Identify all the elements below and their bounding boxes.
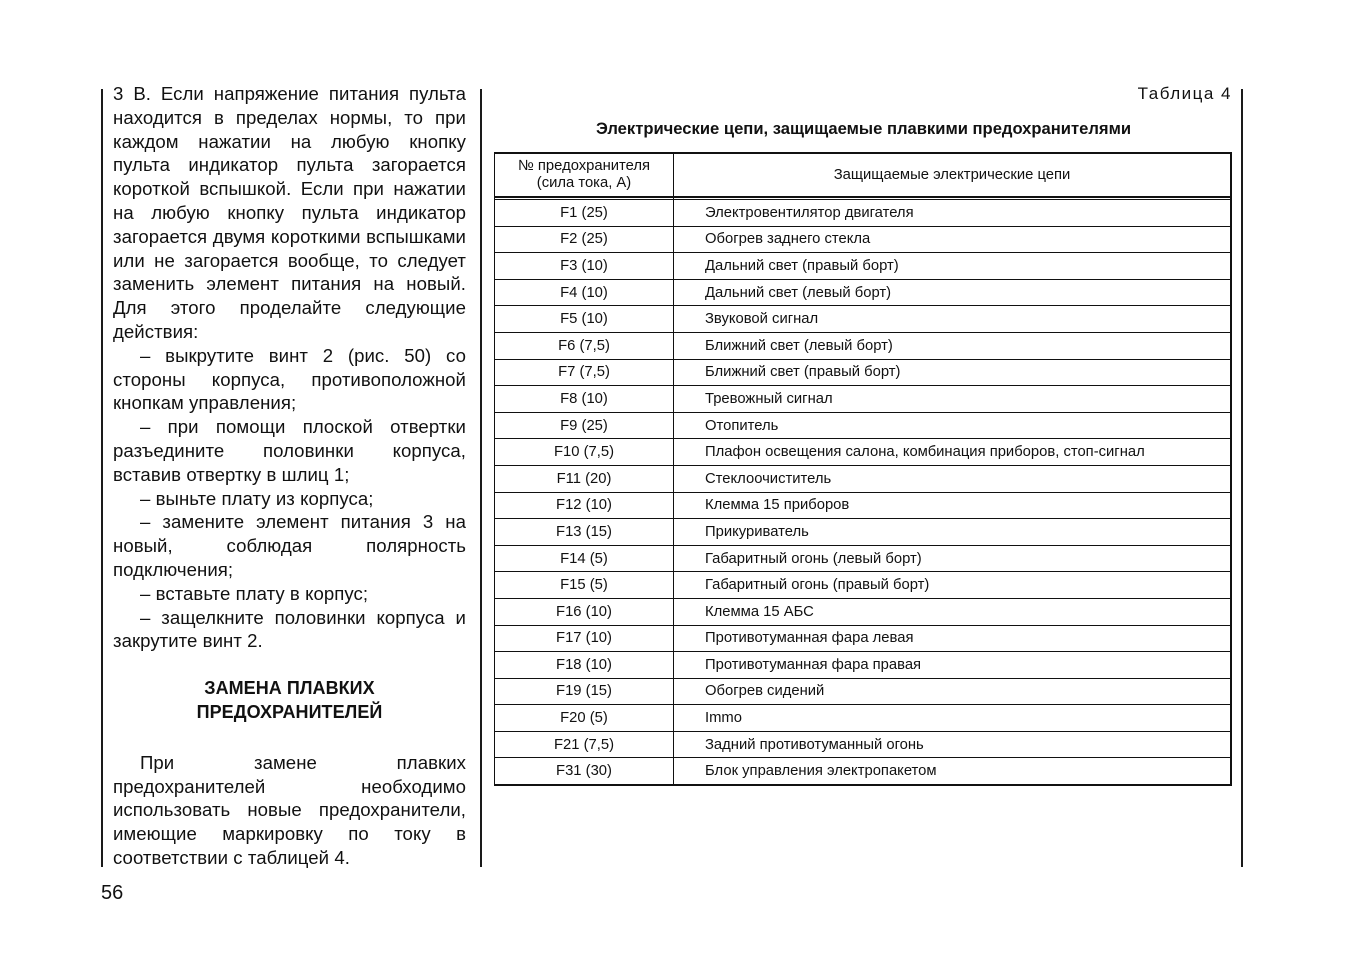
table-row xyxy=(495,519,1232,546)
circuit-cell: Габаритный огонь (левый борт) xyxy=(674,545,1232,572)
fuse-cell: F21 (7,5) xyxy=(495,731,674,758)
circuit-cell: Прикуриватель xyxy=(674,519,1232,546)
circuit-cell: Дальний свет (правый борт) xyxy=(674,253,1232,280)
table-row xyxy=(495,598,1232,625)
table-row xyxy=(495,465,1232,492)
circuit-cell: Стеклоочиститель xyxy=(674,465,1232,492)
fuse-cell: F8 (10) xyxy=(495,386,674,413)
circuit-cell: Дальний свет (левый борт) xyxy=(674,279,1232,306)
header-fuse-number-line1: № предохранителя xyxy=(517,158,651,174)
fuse-cell: F19 (15) xyxy=(495,678,674,705)
left-text-column xyxy=(113,82,466,870)
left-margin-rule xyxy=(101,89,103,867)
table-row xyxy=(495,386,1232,413)
circuit-cell: Immo xyxy=(674,705,1232,732)
fuse-cell: F31 (30) xyxy=(495,758,674,785)
table-row xyxy=(495,492,1232,519)
table-row xyxy=(495,359,1232,386)
page-number: 56 xyxy=(101,882,124,904)
table-row xyxy=(495,279,1232,306)
circuit-cell: Обогрев заднего стекла xyxy=(674,226,1232,253)
circuit-cell: Клемма 15 АБС xyxy=(674,598,1232,625)
circuit-cell: Обогрев сидений xyxy=(674,678,1232,705)
circuit-cell: Габаритный огонь (правый борт) xyxy=(674,572,1232,599)
body-paragraph: 3 В. Если напряжение питания пульта находится в пределах нормы, то при каждом нажатии на любую кнопку пульта индикатор пульта загорается короткой вспышкой. Если при нажатии на любую кнопку пульта индикатор загорается двумя короткими вспышками или не загорается вообще, то следует заменить элемент питания на новый. Для этого проделайте следующие действия: xyxy=(113,83,466,342)
circuit-cell: Ближний свет (левый борт) xyxy=(674,332,1232,359)
circuit-cell: Ближний свет (правый борт) xyxy=(674,359,1232,386)
circuit-cell: Плафон освещения салона, комбинация приборов, стоп-сигнал xyxy=(674,439,1232,466)
section-heading xyxy=(113,677,466,725)
table-row xyxy=(495,705,1232,732)
header-protected-circuits: Защищаемые электрические цепи xyxy=(674,153,1232,197)
fuse-cell: F1 (25) xyxy=(495,200,674,227)
fuse-cell: F5 (10) xyxy=(495,306,674,333)
table-row xyxy=(495,412,1232,439)
section-heading-line2: ПРЕДОХРАНИТЕЛЕЙ xyxy=(196,701,383,722)
table-body xyxy=(495,197,1232,785)
circuit-cell: Звуковой сигнал xyxy=(674,306,1232,333)
section-heading-line1: ЗАМЕНА ПЛАВКИХ xyxy=(204,678,375,699)
fuse-cell: F7 (7,5) xyxy=(495,359,674,386)
column-divider-rule xyxy=(480,89,482,867)
fuse-cell: F10 (7,5) xyxy=(495,439,674,466)
instruction-step: – вставьте плату в корпус; xyxy=(140,582,369,604)
instruction-step: – при помощи плоской отвертки разъедините половинки корпуса, вставив отвертку в шлиц 1; xyxy=(113,416,466,485)
fuse-cell: F17 (10) xyxy=(495,625,674,652)
table-row xyxy=(495,572,1232,599)
instruction-step: – замените элемент питания 3 на новый, соблюдая полярность подключения; xyxy=(113,511,466,580)
fuse-cell: F14 (5) xyxy=(495,545,674,572)
instruction-step: – выньте плату из корпуса; xyxy=(140,487,374,509)
table-row xyxy=(495,200,1232,227)
fuse-cell: F9 (25) xyxy=(495,412,674,439)
table-row xyxy=(495,332,1232,359)
table-row xyxy=(495,678,1232,705)
header-fuse-number xyxy=(495,153,674,197)
fuse-cell: F16 (10) xyxy=(495,598,674,625)
fuse-cell: F15 (5) xyxy=(495,572,674,599)
table-row xyxy=(495,652,1232,679)
circuit-cell: Блок управления электропакетом xyxy=(705,763,937,780)
circuit-cell: Клемма 15 приборов xyxy=(674,492,1232,519)
final-paragraph: При замене плавких предохранителей необходимо использовать новые предохранители, имеющие маркировку по току в соответствии с таблицей 4. xyxy=(113,751,466,868)
fuse-cell: F3 (10) xyxy=(495,253,674,280)
fuse-cell: F12 (10) xyxy=(495,492,674,519)
fuse-cell: F4 (10) xyxy=(495,279,674,306)
table-row xyxy=(495,253,1232,280)
fuse-cell: F13 (15) xyxy=(495,519,674,546)
circuit-cell: Отопитель xyxy=(674,412,1232,439)
table-row xyxy=(495,439,1232,466)
table-row xyxy=(495,226,1232,253)
circuit-cell: Противотуманная фара левая xyxy=(674,625,1232,652)
table-label: Таблица 4 xyxy=(1137,84,1232,103)
table-row xyxy=(495,758,1232,785)
table-row xyxy=(495,625,1232,652)
header-fuse-number-line2: (сила тока, А) xyxy=(536,175,632,191)
table-row xyxy=(495,731,1232,758)
fuse-cell: F2 (25) xyxy=(495,226,674,253)
table-row xyxy=(495,545,1232,572)
table-title: Электрические цепи, защищаемые плавкими предохранителями xyxy=(595,119,1132,138)
instruction-step: – выкрутите винт 2 (рис. 50) со стороны корпуса, противоположной кнопкам управления; xyxy=(113,344,466,414)
fuse-cell: F20 (5) xyxy=(495,705,674,732)
fuse-table xyxy=(494,152,1232,786)
circuit-cell: Электровентилятор двигателя xyxy=(674,200,1232,227)
fuse-cell: F18 (10) xyxy=(495,652,674,679)
instruction-step: – защелкните половинки корпуса и закрутите винт 2. xyxy=(113,606,466,652)
circuit-cell: Противотуманная фара правая xyxy=(674,652,1232,679)
fuse-cell: F11 (20) xyxy=(495,465,674,492)
right-margin-rule xyxy=(1241,89,1243,867)
table-row xyxy=(495,306,1232,333)
circuit-cell: Тревожный сигнал xyxy=(674,386,1232,413)
fuse-cell: F6 (7,5) xyxy=(495,332,674,359)
table-header-row xyxy=(495,153,1232,197)
circuit-cell: Задний противотуманный огонь xyxy=(674,731,1232,758)
